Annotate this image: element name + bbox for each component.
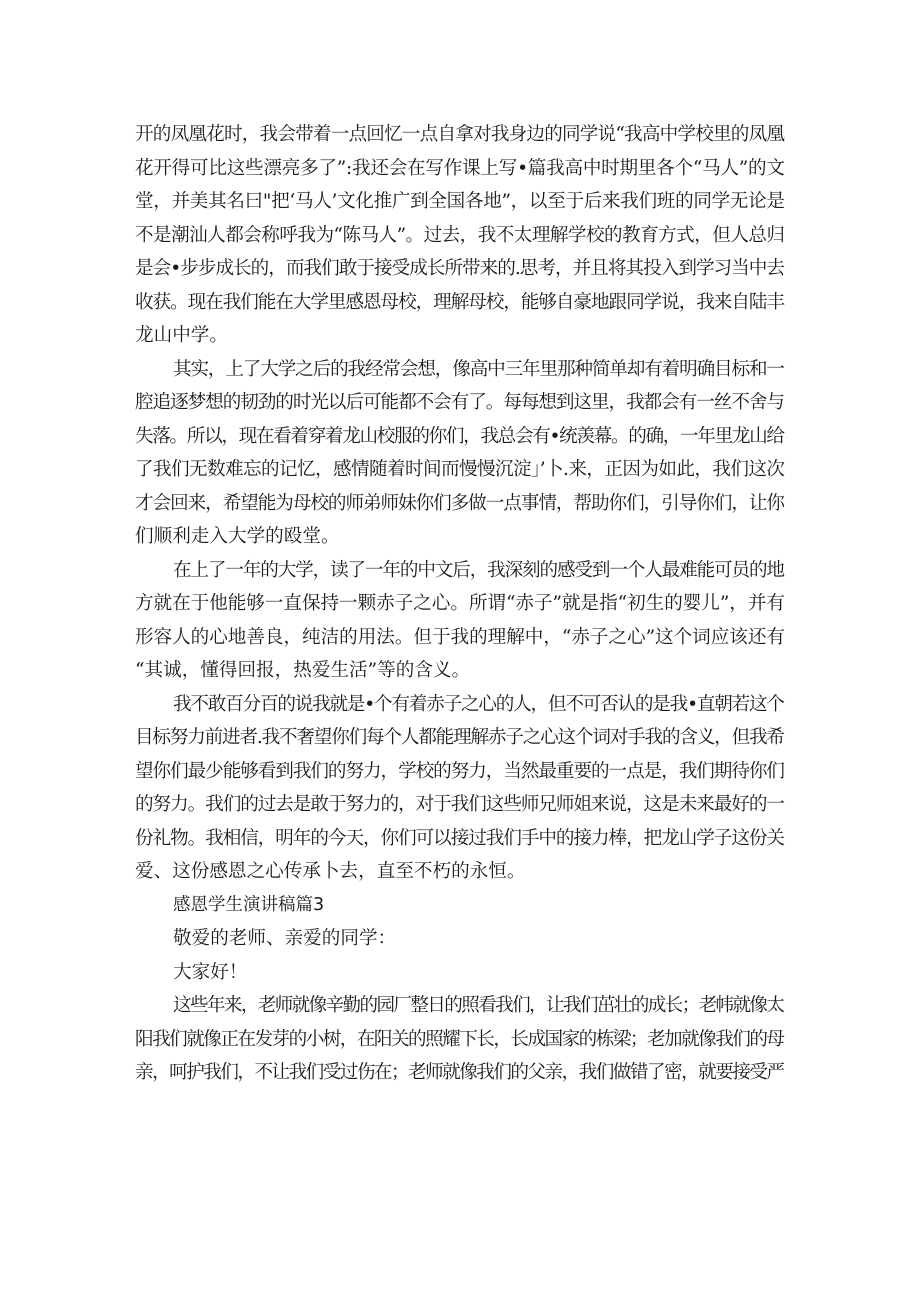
text-line: 亲，呵护我们，不让我们受过伤在；老师就像我们的父亲，我们做错了密，就要接受严 [135,1062,784,1083]
text-line: 是会•步步成长的，而我们敢于接受成长所带来的.思考，并且将其投入到学习当中去 [135,258,785,279]
text-line: 了我们无数难忘的记忆，感情随着时间而慢慢沉淀」’卜.来，正因为如此，我们这次 [135,459,785,480]
paragraph [135,554,785,688]
text-line: 敬爱的老师、亲爱的同学： [173,928,397,949]
text-line: 这些年来，老师就像辛勤的园厂整日的照看我们，让我们茁壮的成长；老帏就像太 [173,995,784,1016]
text-line: 目标努力前进者.我不奢望你们每个人都能理解赤子之心这个词对手我的含义，但我希 [135,727,784,748]
text-line: 我不敢百分百的说我就是•个有着赤子之心的人，但不可否认的是我•直朝若这个 [173,693,784,715]
paragraph [135,956,785,990]
text-line: 腔追逐梦想的韧劲的时光以后可能都不会有了。每每想到这里，我都会有一丝不舍与 [135,392,784,413]
text-line: 花开得可比这些漂亮多了”:我还会在写作课上写•篇我高中时期里各个“马人”的文 [135,157,785,179]
text-line: 大家好！ [173,961,248,983]
text-line: “其诚，懂得回报，热爱生活”等的含义。 [135,660,471,681]
text-line: 份礼物。我相信，明年的今天，你们可以接过我们手中的接力棒，把龙山学子这份关 [135,827,784,849]
text-line: 们顺利走入大学的殴堂。 [135,526,340,547]
document-body [135,118,785,1090]
paragraph [135,688,785,889]
text-line: 的努力。我们的过去是敢于努力的，对于我们这些师兄师姐来说，这是未来最好的一 [135,794,784,815]
text-line: 感恩学生演讲稿篇3 [173,894,325,915]
text-line: 其实，上了大学之后的我经常会想，像高中三年里那种简单却有着明确目标和一 [173,358,784,380]
text-line: 收获。现在我们能在大学里感恩母校，理解母校，能够自豪地跟同学说，我来自陆丰 [135,291,784,313]
text-line: 不是潮汕人都会称呼我为“陈马人”。过去，我不太理解学校的教育方式，但人总归 [135,224,785,246]
text-line: 失落。所以，现在看着穿着龙山校服的你们，我总会有•统羡幕。的确，一年里龙山给 [135,425,784,447]
text-line: 阳我们就像正在发芽的小树，在阳关的照耀下长，长成国家的栋梁；老加就像我们的母 [135,1028,784,1050]
text-line: 开的凤凰花时，我会带着一点回忆一点自拿对我身边的同学说“我高中学校里的凤凰 [135,124,785,145]
text-line: 方就在于他能够一直保持一颗赤子之心。所谓“赤子”就是指“初生的婴儿”，并有 [135,593,785,614]
paragraph [135,989,785,1090]
text-line: 堂，并美其名曰"把‘马人’文化推广到全国各地”，以至于后来我们班的同学无论是 [135,191,785,212]
text-line: 形容人的心地善良，纯洁的用法。但于我的理解中，“赤子之心”这个词应该还有 [135,626,785,648]
text-line: 龙山中学。 [135,325,228,346]
text-line: 在上了一年的大学，读了一年的中文后，我深刻的感受到一个人最难能可员的地 [173,559,784,581]
paragraph [135,118,785,353]
text-line: 望你们最少能够看到我们的努力，学校的努力，当然最重要的一点是，我们期待你们 [135,760,784,782]
text-line: 才会回来，希望能为母校的师弟师妹你们多做一点事情，帮助你们，引导你们，让你 [135,492,784,514]
section-heading [135,889,785,923]
paragraph [135,353,785,554]
text-line: 爱、这份感恩之心传承卜去，直至不朽的永恒。 [135,861,526,882]
paragraph [135,922,785,956]
